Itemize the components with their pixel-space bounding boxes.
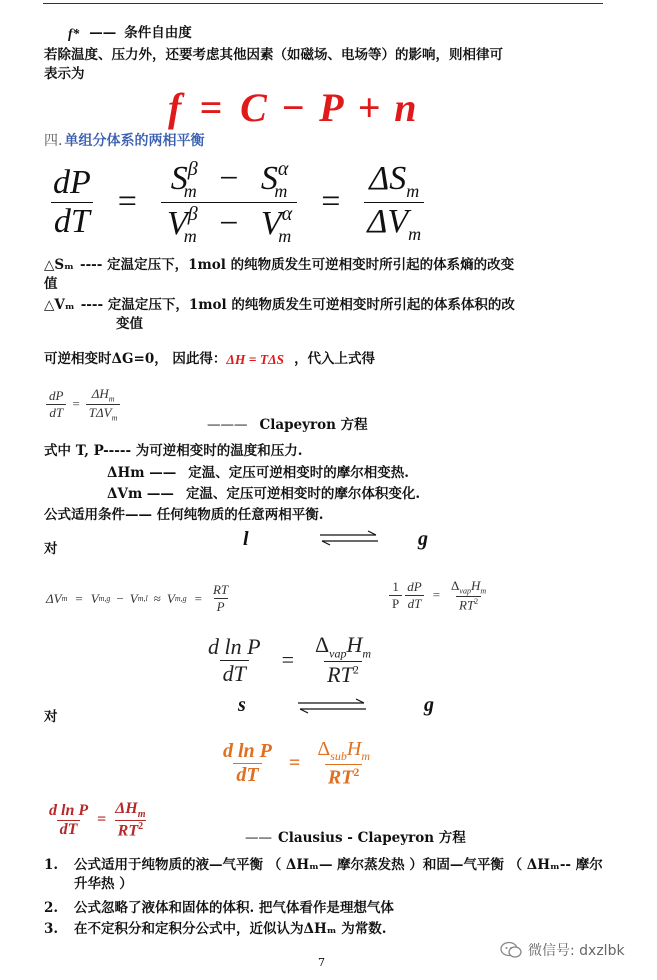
clausius-clapeyron-general: $\frac{\text{d ln P}}{dT}$ = $\frac{\Delta H_m}{RT^2}$ <box>49 800 146 840</box>
paragraph-1 <box>44 46 503 84</box>
main-clapeyron-equation: $\frac{dP}{dT}$ = $\frac{S^\beta_m - S^\alpha_m}{V^\beta_m - V^\alpha_m}$ = $\frac{\Delta S_m}{\Delta V_m}$ <box>50 158 424 247</box>
where-line-1: 式中 T, P----- 为可逆相变时的温度和压力. <box>44 443 303 459</box>
definition-dS: △Sₘ ---- 定温定压下，1mol 的纯物质发生可逆相变时所引起的体系熵的改变 值 <box>44 257 515 292</box>
clausius-label: —— Clausius - Clapeyron 方程 <box>245 830 466 846</box>
paragraph-1-line-1: 若除温度、压力外，还要考虑其他因素（如磁场、电场等）的影响，则相律可 <box>44 47 503 63</box>
phase-l: l <box>243 528 249 550</box>
wechat-icon <box>500 941 522 959</box>
section-heading <box>44 130 204 150</box>
equilibrium-arrow-sg <box>296 698 368 714</box>
lhs-fraction: $\frac{dP}{dT}$ <box>50 164 94 241</box>
reversible-line: 可逆相变时ΔG=0， 因此得： ΔH = TΔS ，代入上式得 <box>44 351 376 367</box>
note-1: 1. 公式适用于纯物质的液—气平衡 （ ΔHₘ— 摩尔蒸发热 ）和固—气平衡 （ ΔHₘ-- 摩尔 升华热 ） <box>44 857 603 892</box>
middle-fraction: $\frac{S^\beta_m - S^\alpha_m}{V^\beta_m - V^\alpha_m}$ <box>161 158 297 247</box>
dui-label-2: 对 <box>44 709 58 725</box>
equilibrium-arrow-lg <box>318 530 380 546</box>
clausius-clapeyron-vap: $\frac{\text{d ln P}}{dT}$ = $\frac{\Delta_{vap}H_m}{RT^2}$ <box>208 632 372 688</box>
section-title: 单组分体系的两相平衡 <box>64 133 205 149</box>
where-line-4: 公式适用条件—— 任何纯物质的任意两相平衡. <box>44 507 324 523</box>
where-line-2: ΔHm —— 定温、定压可逆相变时的摩尔相变热. <box>107 465 409 481</box>
dui-label-1: 对 <box>44 541 58 557</box>
phase-g: g <box>418 528 428 550</box>
symbol: f* <box>68 26 80 41</box>
note-3: 3. 在不定积分和定积分公式中，近似认为ΔHₘ 为常数. <box>44 921 387 937</box>
rhs-fraction: $\frac{\Delta S_m}{\Delta V_m}$ <box>364 160 424 245</box>
paragraph-1-line-2: 表示为 <box>44 66 85 82</box>
clapeyron-small-equation: $\frac{dP}{dT}$ = $\frac{\Delta H_m}{T\Delta V_m}$ <box>46 386 120 422</box>
top-rule <box>43 3 603 4</box>
phase-rule-equation: f = C − P + n <box>168 85 417 130</box>
definition: 条件自由度 <box>124 25 192 41</box>
free-degree-line <box>68 24 192 43</box>
volume-approximation: ΔV m = V m,g − V m,l ≈ V m,g = $\frac{RT}{P}$ <box>46 582 229 614</box>
where-line-3: ΔVm —— 定温、定压可逆相变时的摩尔体积变化. <box>107 486 421 502</box>
phase-g-2: g <box>424 694 434 716</box>
watermark-text: 微信号: dxzlbk <box>528 943 625 959</box>
phase-s: s <box>238 694 246 716</box>
clausius-clapeyron-sub: $\frac{\text{d ln P}}{dT}$ = $\frac{\Delta_{sub}H_m}{RT^2}$ <box>223 738 370 789</box>
page-number: 7 <box>318 956 325 969</box>
enthalpy-entropy-relation: ΔH = TΔS <box>226 352 285 367</box>
watermark <box>500 940 625 960</box>
clapeyron-label: ——— Clapeyron 方程 <box>207 417 368 433</box>
dash: —— <box>89 25 117 41</box>
clausius-vap-small: $\frac{1}{P}$ $\frac{dP}{dT}$ = $\frac{\Delta_{vap}H_m}{RT^2}$ <box>389 578 489 613</box>
section-number: 四. <box>44 133 63 149</box>
note-2: 2. 公式忽略了液体和固体的体积. 把气体看作是理想气体 <box>44 900 394 916</box>
definition-dV: △Vₘ ---- 定温定压下，1mol 的纯物质发生可逆相变时所引起的体系体积的改 变值 <box>44 297 515 332</box>
